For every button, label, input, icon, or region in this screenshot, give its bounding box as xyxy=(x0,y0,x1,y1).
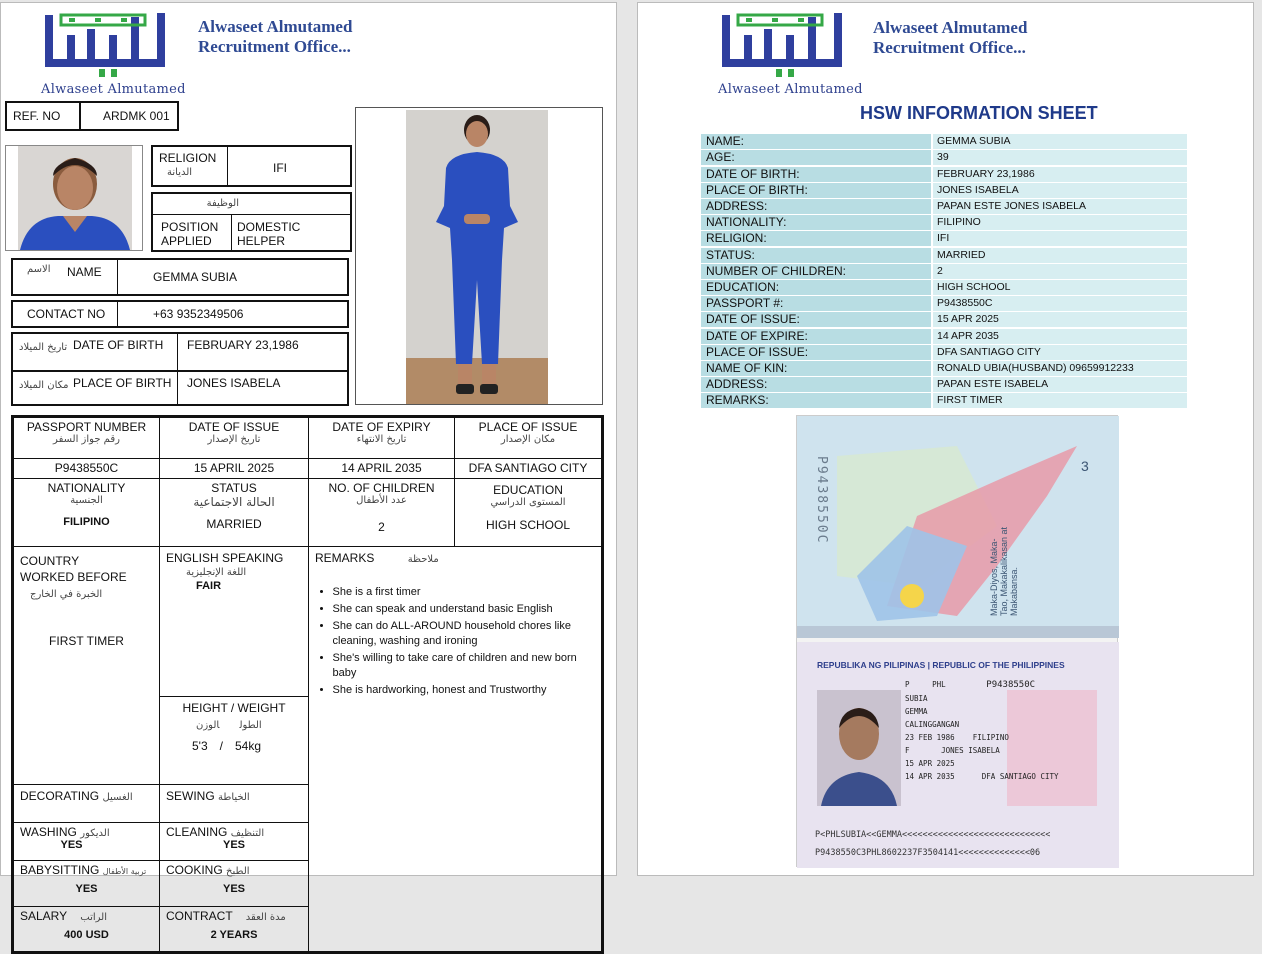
info-row xyxy=(701,393,1187,409)
ref-box xyxy=(5,101,179,131)
info-row xyxy=(701,183,1187,199)
info-row xyxy=(701,150,1187,166)
english-value: FAIR xyxy=(196,580,222,592)
dob-ar: تاريخ الميلاد xyxy=(19,342,68,353)
ref-label: REF. NO xyxy=(13,109,61,123)
expiry-value: 14 APRIL 2035 xyxy=(309,459,455,479)
contract-label: CONTRACT xyxy=(166,909,233,923)
country-value: FIRST TIMER xyxy=(49,634,124,648)
nationality-ar: الجنسية xyxy=(70,495,103,506)
passport-vertical-number: P9438550C xyxy=(814,456,829,545)
salary-ar: الراتب xyxy=(80,912,107,923)
passport-pob: JONES ISABELA xyxy=(941,746,1000,755)
washing-value: YES xyxy=(60,839,83,851)
salary-value: 400 USD xyxy=(64,929,109,941)
portrait-photo xyxy=(5,145,143,251)
place-issue-label: PLACE OF ISSUE xyxy=(478,420,578,434)
info-row-label: DATE OF ISSUE: xyxy=(701,312,931,327)
info-row-label: ADDRESS: xyxy=(701,199,931,214)
salary-label: SALARY xyxy=(20,909,67,923)
position-ar: الوظيفة xyxy=(206,198,239,209)
remarks-list xyxy=(319,585,599,700)
passport-header: REPUBLIKA NG PILIPINAS | REPUBLIC OF THE PHILIPPINES xyxy=(817,660,1065,670)
info-row-label: STATUS: xyxy=(701,248,931,263)
children-label: NO. OF CHILDREN xyxy=(328,481,435,495)
passport-scan xyxy=(796,415,1118,867)
dob-label: DATE OF BIRTH xyxy=(73,338,164,352)
info-row xyxy=(701,296,1187,312)
issue-ar: تاريخ الإصدار xyxy=(207,434,261,445)
passport-code: PHL xyxy=(932,680,946,689)
nationality-value: FILIPINO xyxy=(63,516,110,528)
decorating-ar: الغسيل xyxy=(102,792,133,803)
passport-middle: CALINGGANGAN xyxy=(905,720,960,729)
passport-ar: رقم جواز السفر xyxy=(53,434,120,445)
info-row-value: 14 APR 2035 xyxy=(933,329,1187,344)
expiry-ar: تاريخ الانتهاء xyxy=(356,434,407,445)
passport-issue: 15 APR 2025 xyxy=(905,759,955,768)
info-row-value: PAPAN ESTE JONES ISABELA xyxy=(933,199,1187,214)
name-box xyxy=(11,258,349,296)
height-value: 5'3 xyxy=(192,739,208,753)
position-box xyxy=(151,192,352,252)
position-label: POSITION APPLIED xyxy=(161,220,219,248)
issue-value: 15 APRIL 2025 xyxy=(160,459,309,479)
passport-authority: DFA SANTIAGO CITY xyxy=(981,772,1059,781)
info-row-value: DFA SANTIAGO CITY xyxy=(933,345,1187,360)
info-row-value: IFI xyxy=(933,231,1187,246)
agency-name xyxy=(873,18,1027,58)
remark-item: • She can speak and understand basic English xyxy=(333,602,599,617)
education-label: EDUCATION xyxy=(493,483,563,497)
info-row-label: NUMBER OF CHILDREN: xyxy=(701,264,931,279)
dob-value: FEBRUARY 23,1986 xyxy=(187,338,299,352)
info-row-value: PAPAN ESTE ISABELA xyxy=(933,377,1187,392)
info-row xyxy=(701,280,1187,296)
position-value: DOMESTIC HELPER xyxy=(237,220,301,248)
country-label: COUNTRY WORKED BEFORE xyxy=(20,554,127,584)
cv-page xyxy=(0,2,617,941)
info-row xyxy=(701,312,1187,328)
cleaning-ar: التنظيف xyxy=(230,828,265,839)
info-row xyxy=(701,167,1187,183)
info-row-label: REMARKS: xyxy=(701,393,931,408)
info-row-value: 15 APR 2025 xyxy=(933,312,1187,327)
cooking-label: COOKING xyxy=(166,863,223,877)
info-row xyxy=(701,377,1187,393)
logo-caption: Alwaseet Almutamed xyxy=(41,82,186,97)
info-row-value: GEMMA SUBIA xyxy=(933,134,1187,149)
passport-value: P9438550C xyxy=(13,459,160,479)
agency-name-line1: Alwaseet Almutamed xyxy=(198,17,353,36)
info-row xyxy=(701,199,1187,215)
place-issue-value: DFA SANTIAGO CITY xyxy=(455,459,603,479)
passport-fields xyxy=(905,678,1059,783)
children-value: 2 xyxy=(378,520,385,534)
cleaning-label: CLEANING xyxy=(166,825,228,839)
info-row xyxy=(701,134,1187,150)
contact-value: +63 9352349506 xyxy=(153,307,244,321)
info-row xyxy=(701,248,1187,264)
country-ar: الخبرة في الخارج xyxy=(30,589,103,600)
info-row-value: 2 xyxy=(933,264,1187,279)
passport-sex: F xyxy=(905,746,910,755)
remark-item: • She is a first timer xyxy=(333,585,599,600)
issue-label: DATE OF ISSUE xyxy=(188,420,280,434)
agency-name-line2: Recruitment Office... xyxy=(198,37,351,56)
pob-label: PLACE OF BIRTH xyxy=(73,376,172,390)
info-row-label: AGE: xyxy=(701,150,931,165)
passport-motto: Maka-Diyos, Maka-Tao, Makakalikasan at Makabansa. xyxy=(989,526,1019,616)
contact-box xyxy=(11,300,349,328)
english-label: ENGLISH SPEAKING xyxy=(166,551,284,565)
contract-ar: مدة العقد xyxy=(245,912,286,923)
sewing-label: SEWING xyxy=(166,789,215,803)
logo-caption: Alwaseet Almutamed xyxy=(718,82,863,97)
religion-value: IFI xyxy=(273,161,287,175)
hw-label: HEIGHT / WEIGHT xyxy=(182,701,286,715)
info-row-value: P9438550C xyxy=(933,296,1187,311)
info-row-label: DATE OF BIRTH: xyxy=(701,167,931,182)
passport-mrz-line1: P<PHLSUBIA<<GEMMA<<<<<<<<<<<<<<<<<<<<<<<<<<<<< xyxy=(815,830,1051,840)
cooking-value: YES xyxy=(222,883,245,895)
status-value: MARRIED xyxy=(206,517,262,531)
info-row-value: FEBRUARY 23,1986 xyxy=(933,167,1187,182)
info-row-value: FILIPINO xyxy=(933,215,1187,230)
info-row-label: EDUCATION: xyxy=(701,280,931,295)
ref-value: ARDMK 001 xyxy=(103,109,170,123)
washing-ar: الديكور xyxy=(80,828,110,839)
passport-page-number: 3 xyxy=(1081,458,1089,474)
passport-given: GEMMA xyxy=(905,707,928,716)
info-row-value: JONES ISABELA xyxy=(933,183,1187,198)
religion-ar: الديانة xyxy=(167,167,193,178)
info-row-value: 39 xyxy=(933,150,1187,165)
pob-value: JONES ISABELA xyxy=(187,376,281,390)
contact-label: CONTACT NO xyxy=(27,307,106,321)
passport-expiry: 14 APR 2035 xyxy=(905,772,955,781)
place-issue-ar: مكان الإصدار xyxy=(500,434,556,445)
decorating-label: DECORATING xyxy=(20,789,100,803)
passport-surname: SUBIA xyxy=(905,694,928,703)
info-row xyxy=(701,361,1187,377)
info-row-label: NAME: xyxy=(701,134,931,149)
religion-label: RELIGION xyxy=(159,151,217,165)
info-row-label: PASSPORT #: xyxy=(701,296,931,311)
name-ar: الاسم xyxy=(27,264,51,275)
passport-photo xyxy=(817,690,901,806)
info-row xyxy=(701,345,1187,361)
babysitting-value: YES xyxy=(75,883,98,895)
info-row-label: RELIGION: xyxy=(701,231,931,246)
contract-value: 2 YEARS xyxy=(210,929,258,941)
info-row-value: MARRIED xyxy=(933,248,1187,263)
passport-mrz xyxy=(815,826,1050,862)
info-row-label: ADDRESS: xyxy=(701,377,931,392)
weight-value: 54kg xyxy=(234,739,262,753)
name-value: GEMMA SUBIA xyxy=(153,270,238,284)
info-sheet-page xyxy=(637,2,1254,876)
info-row xyxy=(701,215,1187,231)
remark-item: • She's willing to take care of children and new born baby xyxy=(333,651,599,681)
info-row xyxy=(701,329,1187,345)
remark-item: • She is hardworking, honest and Trustworthy xyxy=(333,683,599,698)
name-label: NAME xyxy=(67,265,102,279)
hw-separator: / xyxy=(219,739,223,753)
passport-label: PASSPORT NUMBER xyxy=(26,420,147,434)
cooking-ar: الطبخ xyxy=(226,866,250,877)
passport-data-page xyxy=(797,642,1119,868)
passport-nationality: FILIPINO xyxy=(972,733,1009,742)
agency-name xyxy=(198,17,352,57)
info-row-value: FIRST TIMER xyxy=(933,393,1187,408)
height-ar: الطول xyxy=(239,720,262,731)
agency-name-line1: Alwaseet Almutamed xyxy=(873,18,1028,37)
full-body-photo xyxy=(355,107,603,405)
children-ar: عدد الأطفال xyxy=(356,495,407,506)
pob-ar: مكان الميلاد xyxy=(19,380,69,391)
status-ar: الحالة الاجتماعية xyxy=(193,495,275,509)
passport-mrz-line2: P9438550C3PHL8602237F3504141<<<<<<<<<<<<<<06 xyxy=(815,848,1041,858)
info-row-label: PLACE OF BIRTH: xyxy=(701,183,931,198)
washing-label: WASHING xyxy=(20,825,77,839)
info-row-value: HIGH SCHOOL xyxy=(933,280,1187,295)
babysitting-label: BABYSITTING xyxy=(20,863,100,877)
expiry-label: DATE OF EXPIRY xyxy=(332,420,431,434)
nationality-label: NATIONALITY xyxy=(47,481,126,495)
agency-logo xyxy=(39,9,181,87)
info-row-label: NAME OF KIN: xyxy=(701,361,931,376)
birth-box xyxy=(11,332,349,406)
babysitting-ar: تربية الأطفال xyxy=(102,867,147,876)
info-row-label: PLACE OF ISSUE: xyxy=(701,345,931,360)
cleaning-value: YES xyxy=(222,839,245,851)
info-row-label: NATIONALITY: xyxy=(701,215,931,230)
info-row xyxy=(701,264,1187,280)
remarks-ar: ملاحظة xyxy=(407,554,439,565)
sewing-ar: الخياطة xyxy=(218,792,250,803)
remarks-label: REMARKS xyxy=(315,551,375,565)
passport-dob: 23 FEB 1986 xyxy=(905,733,955,742)
info-row-value: RONALD UBIA(HUSBAND) 09659912233 xyxy=(933,361,1187,376)
passport-number: P9438550C xyxy=(986,680,1036,690)
english-ar: اللغة الإنجليزية xyxy=(186,567,247,578)
agency-name-line2: Recruitment Office... xyxy=(873,38,1026,57)
info-row-label: DATE OF EXPIRE: xyxy=(701,329,931,344)
status-label: STATUS xyxy=(211,481,257,495)
remark-item: • She can do ALL-AROUND household chores like cleaning, washing and ironing xyxy=(333,619,599,649)
religion-box xyxy=(151,145,352,187)
education-ar: المستوى الدراسي xyxy=(490,497,566,508)
info-row xyxy=(701,231,1187,247)
sheet-title: HSW INFORMATION SHEET xyxy=(860,103,1098,123)
weight-ar: الوزن xyxy=(196,720,220,731)
details-table xyxy=(11,415,604,954)
education-value: HIGH SCHOOL xyxy=(485,518,570,532)
passport-type: P xyxy=(905,680,910,689)
agency-logo xyxy=(716,9,858,87)
